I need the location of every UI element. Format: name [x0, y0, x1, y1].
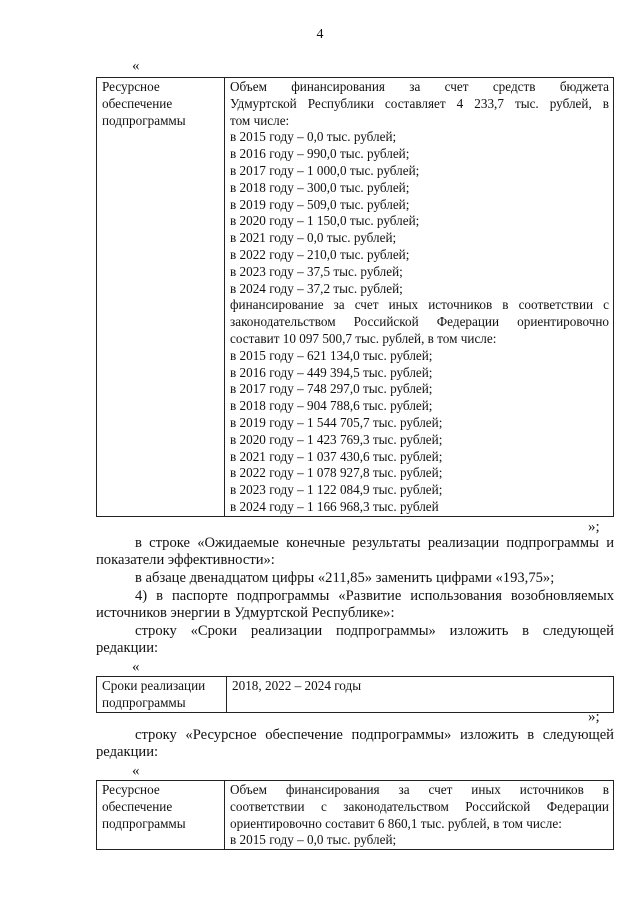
budget-year-line: в 2016 году – 990,0 тыс. рублей; — [230, 146, 410, 162]
table1-intro-line: Объем финансирования за счет средств бюджета — [230, 79, 609, 94]
table1-label-line: Ресурсное — [102, 79, 160, 94]
paragraph-resource-row: строку «Ресурсное обеспечение подпрограммы» изложить в следующей редакции: — [96, 727, 614, 760]
other-year-line: в 2016 году – 449 394,5 тыс. рублей; — [230, 364, 433, 380]
resource-table-1 — [96, 77, 614, 517]
table1-other-line: законодательством Российской Федерации ориентировочно — [230, 314, 609, 330]
paragraph-subprogram-passport: 4) в паспорте подпрограммы «Развитие использования возобновляемых источников энергии в Удмуртской Республике»: — [96, 588, 614, 621]
other-year-line: в 2020 году – 1 423 769,3 тыс. рублей; — [230, 431, 443, 447]
other-year-line: в 2017 году – 748 297,0 тыс. рублей; — [230, 381, 433, 397]
budget-year-line: в 2023 году – 37,5 тыс. рублей; — [230, 263, 403, 279]
other-year-line: в 2022 году – 1 078 927,8 тыс. рублей; — [230, 465, 443, 481]
table1-intro-line: Удмуртской Республики составляет 4 233,7 тыс. рублей, в — [230, 95, 609, 111]
table1-intro-last: том числе: — [230, 112, 290, 128]
table2-label-line: Сроки реализации — [102, 678, 206, 693]
budget-year-line: в 2024 году – 37,2 тыс. рублей; — [230, 280, 403, 296]
table1-label-line: обеспечение — [102, 95, 173, 111]
table1-other-line: финансирование за счет иных источников в соответствии с — [230, 297, 609, 313]
table3-label-line: обеспечение — [102, 798, 173, 814]
other-year-line: в 2024 году – 1 166 968,3 тыс. рублей — [230, 498, 439, 514]
budget-year-line: в 2020 году – 1 150,0 тыс. рублей; — [230, 213, 420, 229]
open-quote: « — [132, 659, 140, 675]
other-year-line: в 2018 году – 904 788,6 тыс. рублей; — [230, 398, 433, 414]
table1-other-last: составит 10 097 500,7 тыс. рублей, в том числе: — [230, 330, 497, 346]
open-quote: « — [132, 58, 140, 74]
close-quote: »; — [588, 709, 600, 725]
resource-table-2 — [96, 780, 614, 850]
table3-label-line: Ресурсное — [102, 782, 160, 797]
table3-label-cell — [97, 781, 225, 850]
paragraph-replace-figures: в абзаце двенадцатом цифры «211,85» заменить цифрами «193,75»; — [135, 570, 555, 586]
budget-year-line: в 2015 году – 0,0 тыс. рублей; — [230, 129, 397, 145]
open-quote: « — [132, 763, 140, 779]
table3-label-line: подпрограммы — [102, 815, 186, 831]
other-year-line: в 2023 году – 1 122 084,9 тыс. рублей; — [230, 482, 443, 498]
budget-year-line: в 2022 году – 210,0 тыс. рублей; — [230, 246, 410, 262]
page-number: 4 — [316, 27, 324, 42]
close-quote: »; — [588, 519, 600, 535]
budget-year-line: в 2017 году – 1 000,0 тыс. рублей; — [230, 162, 420, 178]
other-year-line: в 2021 году – 1 037 430,6 тыс. рублей; — [230, 448, 443, 464]
table2-value-cell — [227, 677, 614, 713]
paragraph-terms-row: строку «Сроки реализации подпрограммы» изложить в следующей редакции: — [96, 623, 614, 656]
terms-table — [96, 676, 614, 713]
table1-label-line: подпрограммы — [102, 112, 186, 128]
other-year-line: в 2019 году – 1 544 705,7 тыс. рублей; — [230, 414, 443, 430]
table3-intro-line: соответствии с законодательством Российской Федерации — [230, 798, 609, 814]
terms-value: 2018, 2022 – 2024 годы — [232, 678, 362, 693]
table3-intro-line: Объем финансирования за счет иных источников в — [230, 782, 609, 797]
table3-year-line: в 2015 году – 0,0 тыс. рублей; — [230, 832, 397, 848]
table1-value-cell — [225, 78, 614, 517]
budget-year-line: в 2021 году – 0,0 тыс. рублей; — [230, 230, 397, 246]
budget-year-line: в 2018 году – 300,0 тыс. рублей; — [230, 179, 410, 195]
other-year-line: в 2015 году – 621 134,0 тыс. рублей; — [230, 347, 433, 363]
table3-value-cell — [225, 781, 614, 850]
table3-intro-last: ориентировочно составит 6 860,1 тыс. рублей, в том числе: — [230, 815, 562, 831]
budget-year-line: в 2019 году – 509,0 тыс. рублей; — [230, 196, 410, 212]
table2-label-line: подпрограммы — [102, 694, 186, 710]
table2-label-cell — [97, 677, 227, 713]
table1-label-cell — [97, 78, 225, 517]
paragraph-results-row: в строке «Ожидаемые конечные результаты реализации подпрограммы и показатели эффективности»: — [96, 535, 614, 568]
